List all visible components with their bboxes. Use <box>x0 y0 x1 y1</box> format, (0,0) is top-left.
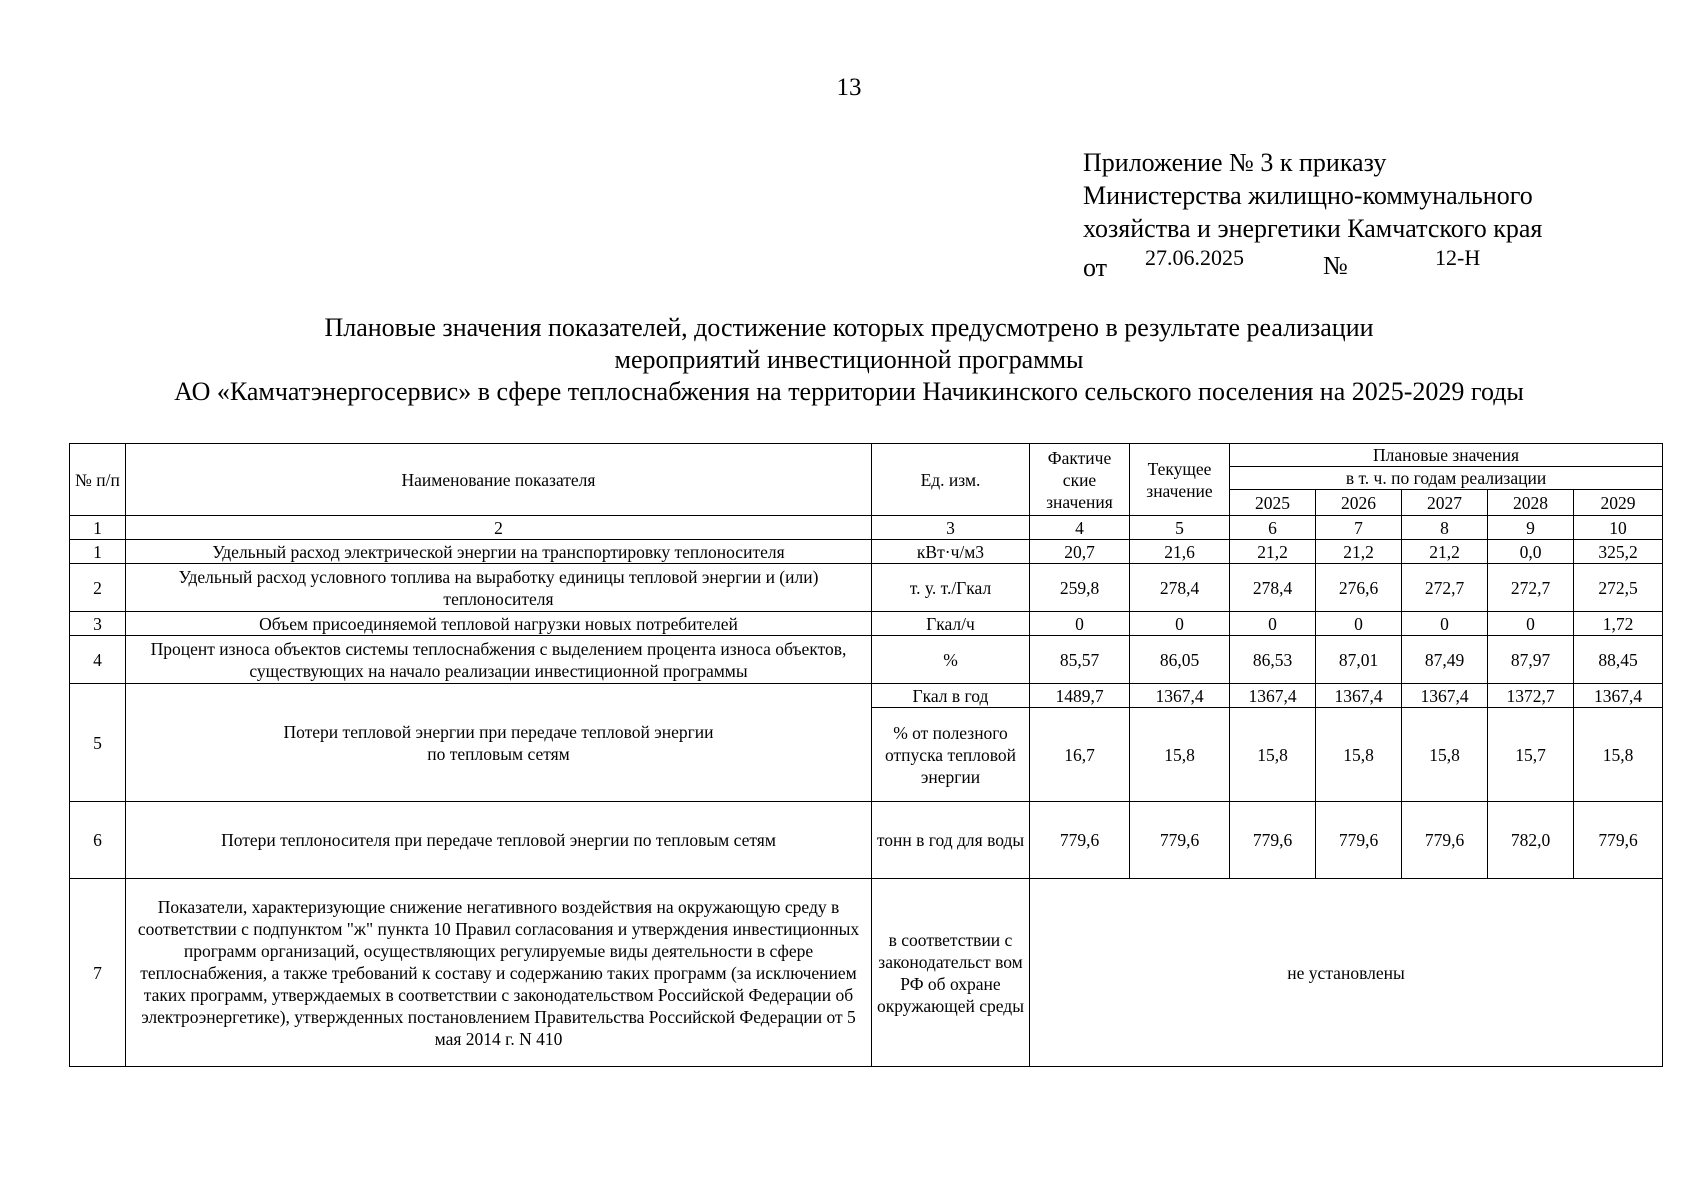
value-cell: 15,7 <box>1488 708 1574 802</box>
value-cell: 272,7 <box>1402 564 1488 612</box>
header-year: 2029 <box>1574 490 1663 516</box>
value-cell: 86,53 <box>1230 636 1316 684</box>
value-cell: 0 <box>1230 612 1316 636</box>
value-cell: 15,8 <box>1574 708 1663 802</box>
table-row <box>70 540 1663 564</box>
header-year: 2026 <box>1316 490 1402 516</box>
column-number: 2 <box>126 516 872 540</box>
appendix-line-2: Министерства жилищно-коммунального <box>1083 181 1533 210</box>
column-number: 5 <box>1130 516 1230 540</box>
value-cell: 1489,7 <box>1030 684 1130 708</box>
unit-cell: Гкал/ч <box>872 612 1030 636</box>
value-cell: 779,6 <box>1030 802 1130 879</box>
value-cell: 272,7 <box>1488 564 1574 612</box>
header-year: 2027 <box>1402 490 1488 516</box>
order-number: 12-Н <box>1435 245 1481 270</box>
indicator-name: Удельный расход электрической энергии на транспортировку теплоносителя <box>126 540 872 564</box>
table-row <box>70 564 1663 612</box>
unit-cell: т. у. т./Гкал <box>872 564 1030 612</box>
value-cell: 1367,4 <box>1402 684 1488 708</box>
header-no: № п/п <box>70 444 126 516</box>
value-cell: 21,2 <box>1402 540 1488 564</box>
value-cell: 779,6 <box>1230 802 1316 879</box>
value-cell: 87,49 <box>1402 636 1488 684</box>
row-number: 4 <box>70 636 126 684</box>
column-number: 1 <box>70 516 126 540</box>
header-name: Наименование показателя <box>126 444 872 516</box>
title-line-2: мероприятий инвестиционной программы <box>614 345 1084 374</box>
appendix-line-3: хозяйства и энергетики Камчатского края <box>1083 214 1543 243</box>
table-row <box>70 879 1663 1067</box>
value-cell: 1367,4 <box>1230 684 1316 708</box>
value-cell: 1367,4 <box>1316 684 1402 708</box>
header-actual: Фактиче ские значения <box>1030 444 1130 516</box>
column-number: 6 <box>1230 516 1316 540</box>
value-cell: 1367,4 <box>1130 684 1230 708</box>
row-number: 6 <box>70 802 126 879</box>
value-cell: 325,2 <box>1574 540 1663 564</box>
value-cell: 0 <box>1030 612 1130 636</box>
value-cell: 85,57 <box>1030 636 1130 684</box>
value-cell: 20,7 <box>1030 540 1130 564</box>
value-cell: 259,8 <box>1030 564 1130 612</box>
value-cell: 779,6 <box>1402 802 1488 879</box>
from-label: от <box>1083 253 1108 282</box>
value-cell: 1367,4 <box>1574 684 1663 708</box>
table-row <box>70 636 1663 684</box>
column-number: 9 <box>1488 516 1574 540</box>
indicator-name-line-2: по тепловым сетям <box>427 743 570 764</box>
value-cell: 15,8 <box>1130 708 1230 802</box>
column-number: 4 <box>1030 516 1130 540</box>
value-cell: 779,6 <box>1316 802 1402 879</box>
value-cell: 86,05 <box>1130 636 1230 684</box>
table-row <box>70 612 1663 636</box>
column-number: 10 <box>1574 516 1663 540</box>
value-cell: 779,6 <box>1130 802 1230 879</box>
title-line-1: Плановые значения показателей, достижение которых предусмотрено в результате реализации <box>324 313 1374 342</box>
value-cell: 782,0 <box>1488 802 1574 879</box>
value-cell: 87,01 <box>1316 636 1402 684</box>
unit-cell: в соответствии с законодательст вом РФ об охране окружающей среды <box>872 879 1030 1067</box>
number-label: № <box>1323 251 1348 280</box>
header-current: Текущее значение <box>1130 444 1230 516</box>
table-row <box>70 802 1663 879</box>
value-cell: 21,2 <box>1230 540 1316 564</box>
title-line-3: АО «Камчатэнергосервис» в сфере теплоснабжения на территории Начикинского сельского поселения на 2025-2029 годы <box>174 377 1524 406</box>
value-cell: 278,4 <box>1130 564 1230 612</box>
value-cell: 15,8 <box>1402 708 1488 802</box>
header-year: 2025 <box>1230 490 1316 516</box>
column-number: 8 <box>1402 516 1488 540</box>
indicator-name: Удельный расход условного топлива на выработку единицы тепловой энергии и (или) теплоносителя <box>126 564 872 612</box>
value-cell: 0 <box>1402 612 1488 636</box>
column-number: 3 <box>872 516 1030 540</box>
unit-cell: кВт·ч/м3 <box>872 540 1030 564</box>
value-cell: 21,2 <box>1316 540 1402 564</box>
appendix-line-1: Приложение № 3 к приказу <box>1083 148 1387 177</box>
value-cell: 276,6 <box>1316 564 1402 612</box>
value-cell: 272,5 <box>1574 564 1663 612</box>
table-row <box>70 684 1663 708</box>
unit-cell: % от полезного отпуска тепловой энергии <box>872 708 1030 802</box>
header-year: 2028 <box>1488 490 1574 516</box>
header-planned: Плановые значения <box>1230 444 1663 467</box>
value-cell: 21,6 <box>1130 540 1230 564</box>
document-title <box>0 312 1698 408</box>
value-cell: 0 <box>1130 612 1230 636</box>
indicator-name <box>126 684 872 802</box>
unit-cell: % <box>872 636 1030 684</box>
row-number: 1 <box>70 540 126 564</box>
appendix-header <box>1083 146 1543 282</box>
row-number: 7 <box>70 879 126 1067</box>
header-by-years: в т. ч. по годам реализации <box>1230 467 1663 490</box>
value-cell: 87,97 <box>1488 636 1574 684</box>
value-cell: 0,0 <box>1488 540 1574 564</box>
value-cell: 0 <box>1488 612 1574 636</box>
row-number: 5 <box>70 684 126 802</box>
not-established-cell: не установлены <box>1030 879 1663 1067</box>
value-cell: 15,8 <box>1316 708 1402 802</box>
order-date-number <box>1083 245 1542 282</box>
unit-cell: Гкал в год <box>872 684 1030 708</box>
value-cell: 88,45 <box>1574 636 1663 684</box>
value-cell: 1372,7 <box>1488 684 1574 708</box>
value-cell: 779,6 <box>1574 802 1663 879</box>
indicator-name: Процент износа объектов системы теплоснабжения с выделением процента износа объектов, существующих на начало реализации инвестиционной программы <box>126 636 872 684</box>
indicator-name: Потери теплоносителя при передаче тепловой энергии по тепловым сетям <box>126 802 872 879</box>
value-cell: 1,72 <box>1574 612 1663 636</box>
value-cell: 278,4 <box>1230 564 1316 612</box>
indicator-name-line-1: Потери тепловой энергии при передаче тепловой энергии <box>283 721 714 742</box>
value-cell: 16,7 <box>1030 708 1130 802</box>
header-unit: Ед. изм. <box>872 444 1030 516</box>
indicator-name: Показатели, характеризующие снижение негативного воздействия на окружающую среду в соответствии с подпунктом "ж" пункта 10 Правил согласования и утверждения инвестиционных программ организаций, осуществляющих регулируемые виды деятельности в сфере теплоснабжения, а также требований к составу и содержанию таких программ (за исключением таких программ, утверждаемых в соответствии с законодательством Российской Федерации об электроэнергетике), утвержденных постановлением Правительства Российской Федерации от 5 мая 2014 г. N 410 <box>126 879 872 1067</box>
indicators-table <box>69 443 1663 1067</box>
unit-cell: тонн в год для воды <box>872 802 1030 879</box>
indicator-name: Объем присоединяемой тепловой нагрузки новых потребителей <box>126 612 872 636</box>
value-cell: 0 <box>1316 612 1402 636</box>
row-number: 3 <box>70 612 126 636</box>
order-date: 27.06.2025 <box>1145 245 1244 270</box>
row-number: 2 <box>70 564 126 612</box>
page-number: 13 <box>836 74 862 101</box>
value-cell: 15,8 <box>1230 708 1316 802</box>
column-number: 7 <box>1316 516 1402 540</box>
